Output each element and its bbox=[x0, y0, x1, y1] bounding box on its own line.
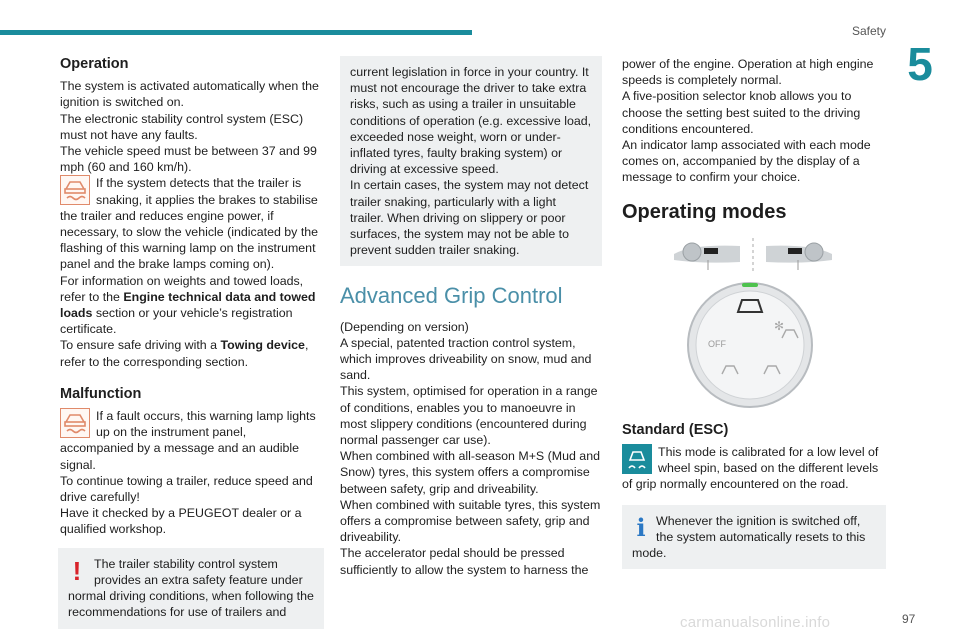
fault-block bbox=[60, 408, 322, 473]
svg-text:OFF: OFF bbox=[708, 338, 726, 349]
left-hand-drive-icon bbox=[674, 243, 740, 270]
mode-selector-knob bbox=[688, 283, 812, 407]
exclamation-warning-icon: ! bbox=[72, 555, 82, 586]
snaking-text: If the system detects that the trailer is snaking, it applies the brakes to stabilise the trailer and reduces engine power, if necessary, to slow the vehicle (indicated by the flashing of this warning lamp on the instrument panel and the brake lamps coming on). bbox=[60, 176, 319, 272]
intro-para-1: power of the engine. Operation at high engine speeds is completely normal. bbox=[622, 57, 874, 88]
chapter-number: 5 bbox=[907, 38, 933, 90]
agc-para-4: When combined with all-season M+S (Mud and Snow) tyres, this system offers a compromise between safety, grip and driveability. bbox=[340, 449, 600, 496]
note-cont-para-1: current legislation in force in your country. It must not encourage the driver to take extra risks, such as using a trailer in unsuitable conditions of operation (e.g. excessive load, exceeded nose weight, worn or under-inflated tyres, faulty braking system) or driving at excessive speed. bbox=[350, 65, 592, 177]
standard-block bbox=[622, 444, 884, 493]
column-1 bbox=[60, 56, 322, 629]
operation-heading: Operation bbox=[60, 56, 129, 72]
advanced-grip-title: Advanced Grip Control bbox=[340, 283, 563, 309]
agc-para-2: A special, patented traction control system, which improves driveability on snow, mud and sand. bbox=[340, 335, 592, 383]
malfunction-para-2: Have it checked by a PEUGEOT dealer or a qualified workshop. bbox=[60, 506, 302, 537]
malfunction-heading: Malfunction bbox=[60, 385, 142, 402]
header-accent-bar bbox=[0, 30, 472, 35]
standard-text: This mode is calibrated for a low level of wheel spin, based on the different levels of grip normally encountered on the road. bbox=[622, 445, 879, 492]
info-note bbox=[622, 505, 886, 570]
snaking-block bbox=[60, 175, 322, 272]
warning-note bbox=[58, 548, 324, 629]
right-hand-drive-icon bbox=[766, 243, 832, 270]
section-name: Safety bbox=[851, 24, 886, 38]
agc-para-3: This system, optimised for operation in a range of conditions, enables you to manoeuvre in most slippery conditions (encountered during normal passenger car use). bbox=[340, 384, 598, 448]
watermark: carmanualsonline.info bbox=[680, 614, 831, 631]
operating-modes-heading: Operating modes bbox=[622, 200, 787, 223]
operation-para-1: The system is activated automatically when the ignition is switched on. bbox=[60, 79, 319, 110]
page-number: 97 bbox=[902, 612, 916, 626]
standard-esc-heading: Standard (ESC) bbox=[622, 421, 729, 438]
selector-knob-diagram bbox=[622, 230, 884, 408]
agc-para-1: (Depending on version) bbox=[340, 319, 469, 334]
standard-mode-icon bbox=[622, 444, 652, 474]
info-note-text: Whenever the ignition is switched off, the system automatically resets to this mode. bbox=[632, 513, 866, 561]
trailer-fault-warning-icon bbox=[60, 408, 90, 438]
intro-para-3: An indicator lamp associated with each mode comes on, accompanied by the display of a message to confirm your choice. bbox=[622, 138, 871, 185]
column-3 bbox=[622, 56, 884, 569]
malfunction-para-1: To continue towing a trailer, reduce speed and drive carefully! bbox=[60, 473, 313, 505]
note-cont-para-2: In certain cases, the system may not detect trailer snaking, particularly with a light trailer. When driving on slippery or poor surfaces, the system may not be able to prevent sudden trailer snaking. bbox=[350, 178, 589, 258]
agc-para-6: The accelerator pedal should be pressed sufficiently to allow the system to harness the bbox=[340, 546, 589, 577]
warning-note-continued bbox=[340, 56, 602, 266]
weights-para: For information on weights and towed loads, refer to the Engine technical data and towed loads section or your vehicle’s registration certificate. bbox=[60, 273, 316, 337]
towing-para: To ensure safe driving with a Towing device, refer to the corresponding section. bbox=[60, 338, 309, 369]
svg-text:✻: ✻ bbox=[774, 318, 785, 333]
column-2 bbox=[340, 56, 602, 578]
fault-text: If a fault occurs, this warning lamp lights up on the instrument panel, accompanied by a message and an audible signal. bbox=[60, 409, 316, 472]
warning-note-text: The trailer stability control system provides an extra safety feature under normal driving conditions, when following the recommendations for use of trailers and bbox=[68, 556, 314, 620]
operation-para-3: The vehicle speed must be between 37 and 99 mph (60 and 160 km/h). bbox=[60, 144, 317, 175]
trailer-snaking-warning-icon bbox=[60, 175, 90, 205]
operation-para-2: The electronic stability control system (ESC) must not have any faults. bbox=[60, 111, 304, 142]
intro-para-2: A five-position selector knob allows you to choose the setting best suited to the driving conditions encountered. bbox=[622, 89, 861, 136]
info-icon: i bbox=[636, 512, 646, 542]
agc-para-5: When combined with suitable tyres, this system offers a compromise between safety, grip and driveability. bbox=[340, 497, 601, 545]
